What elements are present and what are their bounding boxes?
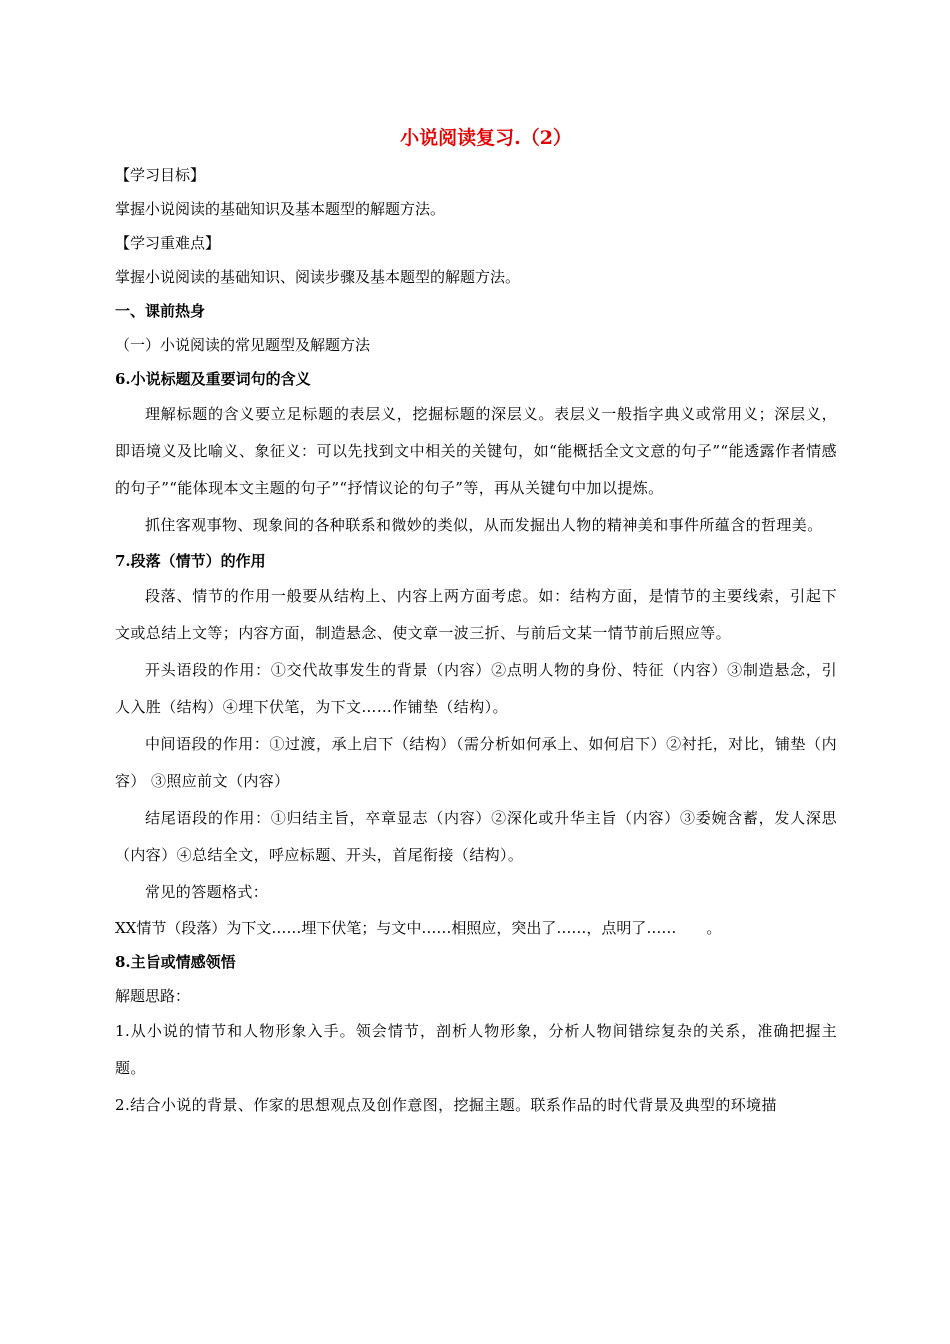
heading-warmup: 一、课前热身	[115, 302, 206, 320]
section-heading-key: 【学习重难点】	[115, 234, 221, 252]
heading-8: 8.主旨或情感领悟	[115, 953, 236, 971]
paragraph-7-4: 结尾语段的作用：①归结主旨，卒章显志（内容）②深化或升华主旨（内容）③委婉含蓄，发人深思（内容）④总结全文，呼应标题、开头，首尾衔接（结构）。	[115, 809, 837, 864]
paragraph-7-6: XX情节（段落）为下文……埋下伏笔；与文中……相照应，突出了……，点明了…… 。	[115, 919, 722, 937]
heading-6: 6.小说标题及重要词句的含义	[115, 370, 311, 388]
paragraph-8-0: 解题思路：	[115, 987, 191, 1005]
goal-text: 掌握小说阅读的基础知识及基本题型的解题方法。	[115, 200, 446, 218]
key-text: 掌握小说阅读的基础知识、阅读步骤及基本题型的解题方法。	[115, 268, 521, 286]
heading-7: 7.段落（情节）的作用	[115, 552, 266, 570]
paragraph-7-2: 开头语段的作用：①交代故事发生的背景（内容）②点明人物的身份、特征（内容）③制造悬念，引人入胜（结构）④埋下伏笔，为下文……作铺垫（结构）。	[115, 661, 837, 716]
paragraph-7-5: 常见的答题格式：	[145, 883, 269, 901]
section-heading-goal: 【学习目标】	[115, 166, 206, 184]
paragraph-8-1: 1.从小说的情节和人物形象入手。领会情节，剖析人物形象，分析人物间错综复杂的关系，准确把握主题。	[115, 1022, 837, 1077]
document-page	[115, 118, 837, 1124]
paragraph-6-1: 理解标题的含义要立足标题的表层义，挖掘标题的深层义。表层义一般指字典义或常用义；深层义，即语境义及比喻义、象征义：可以先找到文中相关的关键句，如“能概括全文文意的句子”“能透露作者情感的句子”“能体现本文主题的句子”“抒情议论的句子”等，再从关键句中加以提炼。	[115, 405, 837, 497]
paragraph-7-3: 中间语段的作用：①过渡，承上启下（结构）（需分析如何承上、如何启下）②衬托，对比，铺垫（内容） ③照应前文（内容）	[115, 735, 837, 790]
document-title: 小说阅读复习.（2）	[400, 127, 572, 149]
paragraph-7-1: 段落、情节的作用一般要从结构上、内容上两方面考虑。如：结构方面，是情节的主要线索，引起下文或总结上文等；内容方面，制造悬念、使文章一波三折、与前后文某一情节前后照应等。	[115, 587, 837, 642]
paragraph-6-2: 抓住客观事物、现象间的各种联系和微妙的类似，从而发掘出人物的精神美和事件所蕴含的哲理美。	[145, 516, 823, 534]
subheading-question-types: （一）小说阅读的常见题型及解题方法	[115, 336, 371, 354]
paragraph-8-2: 2.结合小说的背景、作家的思想观点及创作意图，挖掘主题。联系作品的时代背景及典型的环境描	[115, 1096, 777, 1114]
